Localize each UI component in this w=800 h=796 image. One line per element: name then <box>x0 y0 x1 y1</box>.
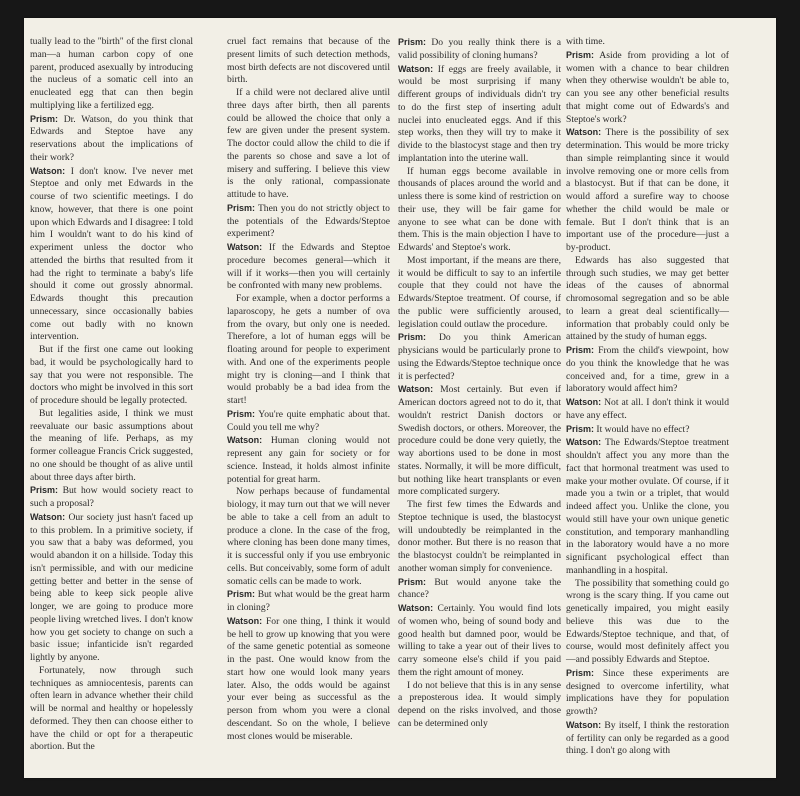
magazine-page <box>24 18 776 778</box>
paragraph-text: If eggs are freely available, it would be most surprising if many different groups of individuals didn't try to do the first step of inserting adult nuclei into enucleated eggs. And if this step works, then they will try to make it divide to the blastocyst stage and then try implantation into the uterine wall. <box>398 63 561 164</box>
paragraph-text: It would have no effect? <box>596 423 690 435</box>
paragraph-text: But how would society react to such a proposal? <box>30 485 193 509</box>
paragraph-text: Edwards has also suggested that through such studies, we may get better ideas of the causes of abnormal chromosomal segregation and so be able to learn a great deal scientifically—information that probably could only be attained by the study of human eggs. <box>566 254 729 343</box>
paragraph <box>30 165 193 345</box>
paragraph <box>566 396 729 423</box>
paragraph-text: The possibility that something could go wrong is the scary thing. If you came out genetically impaired, you might easily believe this was due to the Edwards/Steptoe technique, and that, of course, would most definitely affect you—and possibly Edwards and Steptoe. <box>566 577 729 665</box>
paragraph <box>227 615 390 744</box>
paragraph <box>566 49 729 127</box>
paragraph <box>566 436 729 577</box>
paragraph-text: tually lead to the "birth" of the first clonal man—a human carbon copy of one parent, produced asexually by introducing the nucleus of a somatic cell into an enucleated egg that can then begin multiplying like a fertilized egg. <box>30 36 193 111</box>
text-column-3 <box>398 36 561 731</box>
paragraph <box>30 665 193 754</box>
paragraph-text: The first few times the Edwards and Steptoe technique is used, the blastocyst will undoubtedly be reimplanted in the donor mother. But there is no reason that the blastocyst couldn't be reimplanted in another woman simply for convenience. <box>398 499 561 574</box>
speaker-label: Watson: <box>566 719 602 730</box>
paragraph <box>398 680 561 731</box>
paragraph <box>227 588 390 615</box>
paragraph-text: If human eggs become available in thousands of places around the world and unless there is some kind of restriction on their use, they will be fair game for anyone to see what can be done with them. This is the main objection I have to Edwards' and Steptoe's work. <box>398 165 561 253</box>
speaker-label: Watson: <box>227 242 263 252</box>
text-column-1 <box>30 36 193 754</box>
text-column-2 <box>227 36 390 743</box>
paragraph <box>398 331 561 383</box>
paragraph <box>227 486 390 588</box>
speaker-label: Prism: <box>566 49 595 60</box>
paragraph-text: I don't know. I've never met Steptoe and only met Edwards in the course of two scientific meetings. I do know, however, that there is one point upon which Edwards and I disagree: I told him I wouldn't want to do his kind of experiment unless the doctor who attended the births that resulted from it had the right to terminate a baby's life should it come out grossly abnormal. Edwards thought this precaution unnecessary, since occasionally babies come out badly with no known intervention. <box>30 165 193 343</box>
paragraph-text: Our society just hasn't faced up to this problem. In a primitive society, if you saw that a baby was deformed, you would abandon it on a hillside. Today this isn't permissible, and with our medicine getting better and better in the sense of being able to keep sick people alive longer, we are going to produce more people living wretched lives. I don't know how you get society to change on such a basic issue; infanticide isn't regarded lightly by anyone. <box>30 511 193 663</box>
paragraph-text: Not at all. I don't think it would have any effect. <box>566 397 729 421</box>
paragraph <box>30 484 193 511</box>
speaker-label: Watson: <box>30 165 66 176</box>
paragraph-text: with time. <box>566 36 605 47</box>
speaker-label: Watson: <box>398 384 434 395</box>
speaker-label: Prism: <box>566 667 595 678</box>
paragraph-text: But if the first one came out looking bad, it would be psychologically hard to say that you were not responsible. The doctors who might be involved in this sort of procedure should be legally protected. <box>30 344 193 406</box>
paragraph-text: Most important, if the means are there, it would be difficult to say to an infertile couple that they could not have the Edwards/Steptoe treatment. Of course, if the public were sufficiently aroused, legislation could outlaw the procedure. <box>398 254 561 330</box>
speaker-label: Watson: <box>398 603 434 613</box>
paragraph <box>30 408 193 485</box>
speaker-label: Prism: <box>227 589 256 600</box>
paragraph <box>227 293 390 408</box>
paragraph-text: Fortunately, now through such techniques as amniocentesis, parents can often learn in advance whether their child will be normal and healthy or hopelessly deformed. They then can choose either to have the child or opt for a therapeutic abortion. But the <box>30 664 193 753</box>
paragraph-text: Then you do not strictly object to the potentials of the Edwards/Steptoe experiment? <box>227 202 390 240</box>
speaker-label: Watson: <box>566 127 602 138</box>
speaker-label: Watson: <box>227 435 263 446</box>
paragraph <box>566 255 729 344</box>
paragraph-text: Do you really think there is a valid possibility of cloning humans? <box>398 37 561 61</box>
paragraph-text: If the Edwards and Steptoe procedure becomes general—which it will if it works—then you will certainly be confronted with many new problems. <box>227 242 390 292</box>
paragraph-text: But would anyone take the chance? <box>398 576 562 601</box>
paragraph <box>30 113 193 165</box>
paragraph-text: Since these experiments are designed to overcome infertility, what implications have they for population growth? <box>566 667 729 717</box>
paragraph <box>398 166 561 255</box>
paragraph <box>398 255 561 332</box>
paragraph <box>30 511 193 665</box>
speaker-label: Prism: <box>398 37 427 47</box>
paragraph <box>227 87 390 202</box>
paragraph-text: I do not believe that this is in any sense a preposterous idea. It would simply depend on the risks involved, and those can be determined only <box>398 679 561 729</box>
paragraph <box>398 63 561 166</box>
paragraph-text: For example, when a doctor performs a laparoscopy, he gets a number of ova from the ovary, but only one is needed. Therefore, a lot of human eggs will be floating around for people to experiment with. And one of the experiments people might try is cloning—and I think that would probably be a bad idea from the start! <box>227 293 390 406</box>
speaker-label: Watson: <box>398 63 434 74</box>
paragraph <box>398 383 561 499</box>
paragraph <box>227 434 390 486</box>
paragraph-text: Most certainly. But even if American doctors agreed not to do it, that wouldn't restrict Danish doctors or Swedish doctors, or others. Moreover, the procedure could be done very quietly, the way abortions used to be done in most states. Normally, it will be more difficult, but nothing like heart transplants or even more complicated surgery. <box>398 384 561 498</box>
paragraph-text: For one thing, I think it would be hell to grow up knowing that you were of the same genetic potential as someone in the past. One would know from the start how one would look many years later. Also, the odds would be against your ever being as successful as the person from whom you were a clonal descendant. So on the whole, I believe most clones would be miserable. <box>227 615 391 742</box>
paragraph <box>30 36 193 113</box>
paragraph-text: Do you think American physicians would be particularly prone to using the Edwards/Steptoe technique once it is perfected? <box>398 332 561 382</box>
paragraph-text: Aside from providing a lot of women with a chance to bear children when they otherwise wouldn't be able to, can you see any other beneficial results that might come out of Edwards's and Steptoe's work? <box>566 49 729 125</box>
paragraph <box>398 36 561 63</box>
paragraph <box>566 578 729 667</box>
paragraph-text: There is the possibility of sex determination. This would be more tricky than simple reimplanting since it would involve removing one or more cells from a blastocyst. But if that can be done, it would afford a surefire way to choose whether the child would be male or female. But I don't think that is an important use of the procedure—just a by-product. <box>566 127 729 253</box>
speaker-label: Prism: <box>398 332 427 343</box>
paragraph <box>227 36 390 87</box>
paragraph <box>227 241 390 293</box>
paragraph <box>398 499 561 576</box>
speaker-label: Prism: <box>227 408 256 419</box>
speaker-label: Prism: <box>398 576 427 587</box>
paragraph <box>227 202 390 241</box>
paragraph <box>30 344 193 408</box>
speaker-label: Watson: <box>566 397 602 407</box>
paragraph-text: From the child's viewpoint, how do you think the knowledge that he was conceived and, for a time, grew in a laboratory would affect him? <box>566 345 729 395</box>
paragraph-text: You're quite emphatic about that. Could you tell me why? <box>227 408 391 433</box>
paragraph-text: Human cloning would not represent any gain for society or for science. Instead, it holds almost infinite potential for great harm. <box>227 435 390 485</box>
paragraph <box>566 126 729 255</box>
paragraph <box>566 344 729 396</box>
speaker-label: Prism: <box>227 202 256 213</box>
paragraph-text: Certainly. You would find lots of women who, being of sound body and good health but damned poor, would be willing to take a year out of their lives to carry someone else's child if you paid them the right amount of money. <box>398 603 561 678</box>
paragraph-text: But legalities aside, I think we must reevaluate our basic assumptions about the meaning of life. Perhaps, as my former colleague Francis Crick suggested, no one should be thought of as alive until about three days after birth. <box>30 407 193 483</box>
text-column-4 <box>566 36 729 758</box>
paragraph-text: But what would be the great harm in cloning? <box>227 589 391 613</box>
paragraph <box>566 36 729 49</box>
speaker-label: Watson: <box>566 437 602 448</box>
paragraph <box>566 719 729 758</box>
paragraph <box>227 408 390 435</box>
speaker-label: Prism: <box>30 485 59 496</box>
speaker-label: Prism: <box>566 423 595 434</box>
speaker-label: Watson: <box>227 615 263 626</box>
paragraph-text: If a child were not declared alive until three days after birth, then all parents could be allowed the choice that only a few are given under the present system. The doctor could allow the child to die if the parents so chose and save a lot of misery and suffering. I believe this view is the only rational, compassionate attitude to have. <box>227 87 390 200</box>
paragraph-text: Dr. Watson, do you think that Edwards and Steptoe have any reservations about the implications of their work? <box>30 113 193 163</box>
paragraph <box>566 423 729 437</box>
paragraph <box>398 602 561 680</box>
paragraph-text: cruel fact remains that because of the present limits of such detection methods, most birth defects are not discovered until birth. <box>227 36 390 86</box>
paragraph-text: Now perhaps because of fundamental biology, it may turn out that we will never be able to take a cell from an adult to produce a clone. In the case of the frog, where cloning has been done many times, it is successful only if you use embryonic cells. But conceivably, some form of adult somatic cells can be made to work. <box>227 486 390 587</box>
speaker-label: Prism: <box>566 345 595 355</box>
paragraph-text: By itself, I think the restoration of fertility can only be regarded as a good thing. I don't go along with <box>566 719 729 757</box>
paragraph-text: The Edwards/Steptoe treatment shouldn't affect you any more than the fact that hormonal treatment was used to make your mother ovulate. Of course, if it made you a twin or a triplet, that would indeed affect you. Unlike the clone, you would still have your own unique genetic constitution, and temporary manhandling in the laboratory would have a no more significant psychological effect than manhandling in a hospital. <box>566 437 729 576</box>
speaker-label: Watson: <box>30 511 66 522</box>
paragraph <box>566 667 729 719</box>
speaker-label: Prism: <box>30 113 59 124</box>
paragraph <box>398 576 561 603</box>
